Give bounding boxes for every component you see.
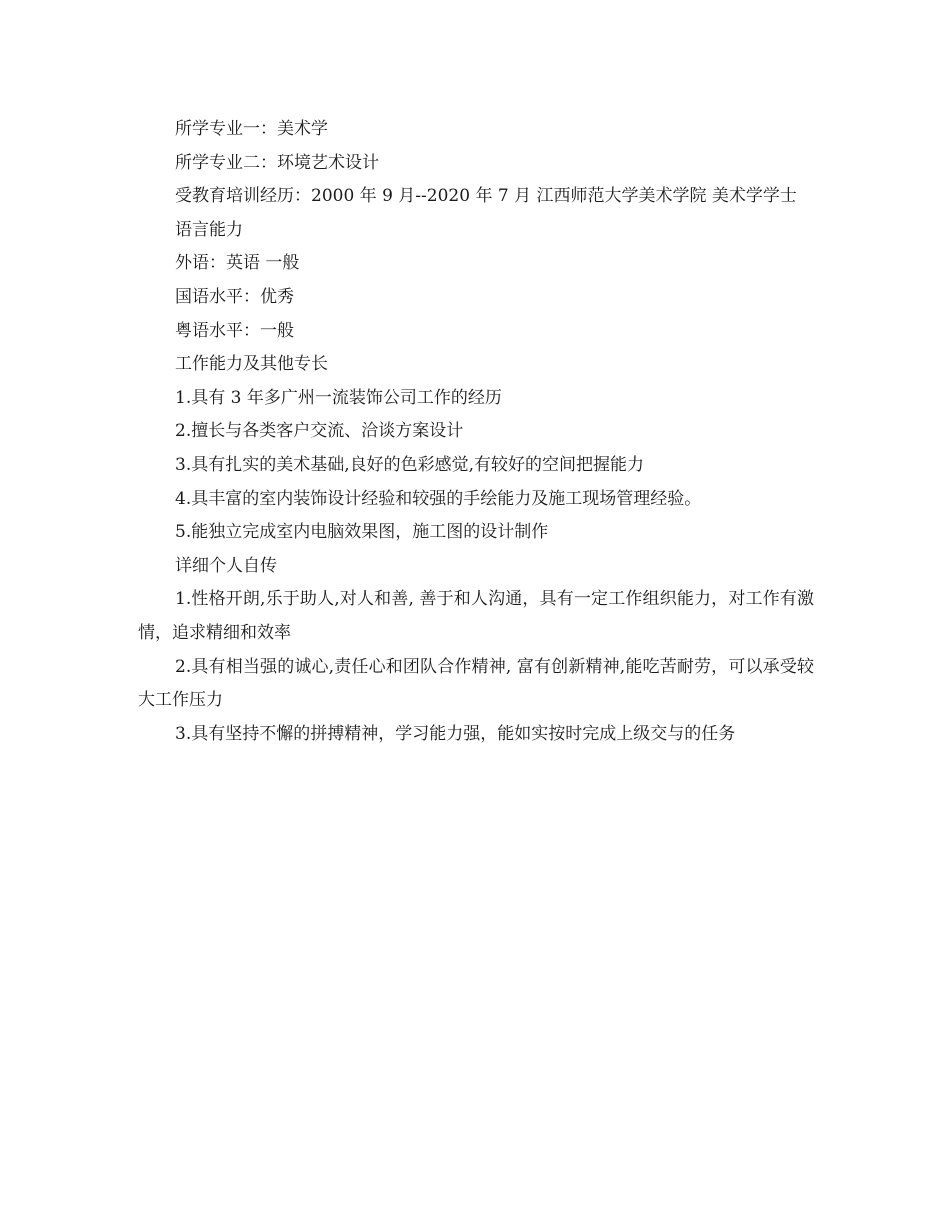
language-cantonese: 粤语水平：一般 xyxy=(175,320,294,341)
autobiography-item-1: 1.性格开朗,乐于助人,对人和善, 善于和人沟通，具有一定工作组织能力，对工作有激情，追求精细和效率 xyxy=(138,589,814,643)
major-one: 所学专业一：美术学 xyxy=(175,119,328,139)
skill-item-4: 4.具丰富的室内装饰设计经验和较强的手绘能力及施工现场管理经验。 xyxy=(175,488,702,509)
education-history: 受教育培训经历：2000 年 9 月--2020 年 7 月 江西师范大学美术学院 美术学学士 xyxy=(175,186,797,207)
autobiography-item-2: 2.具有相当强的诚心,责任心和团队合作精神, 富有创新精神,能吃苦耐劳，可以承受较大工作压力 xyxy=(138,656,814,711)
section-heading-skills: 工作能力及其他专长 xyxy=(175,354,328,375)
document-body xyxy=(138,113,814,751)
language-foreign: 外语：英语 一般 xyxy=(175,253,300,274)
skill-item-1: 1.具有 3 年多广州一流装饰公司工作的经历 xyxy=(175,387,502,408)
section-heading-autobiography: 详细个人自传 xyxy=(175,555,277,576)
section-heading-language: 语言能力 xyxy=(175,219,243,240)
skill-item-5: 5.能独立完成室内电脑效果图，施工图的设计制作 xyxy=(175,522,549,543)
major-two: 所学专业二：环境艺术设计 xyxy=(175,152,379,173)
skill-item-2: 2.擅长与各类客户交流、洽谈方案设计 xyxy=(175,421,464,442)
language-mandarin: 国语水平：优秀 xyxy=(175,286,294,307)
autobiography-item-3: 3.具有坚持不懈的拼搏精神，学习能力强，能如实按时完成上级交与的任务 xyxy=(175,723,736,744)
skill-item-3: 3.具有扎实的美术基础,良好的色彩感觉,有较好的空间把握能力 xyxy=(175,454,645,475)
